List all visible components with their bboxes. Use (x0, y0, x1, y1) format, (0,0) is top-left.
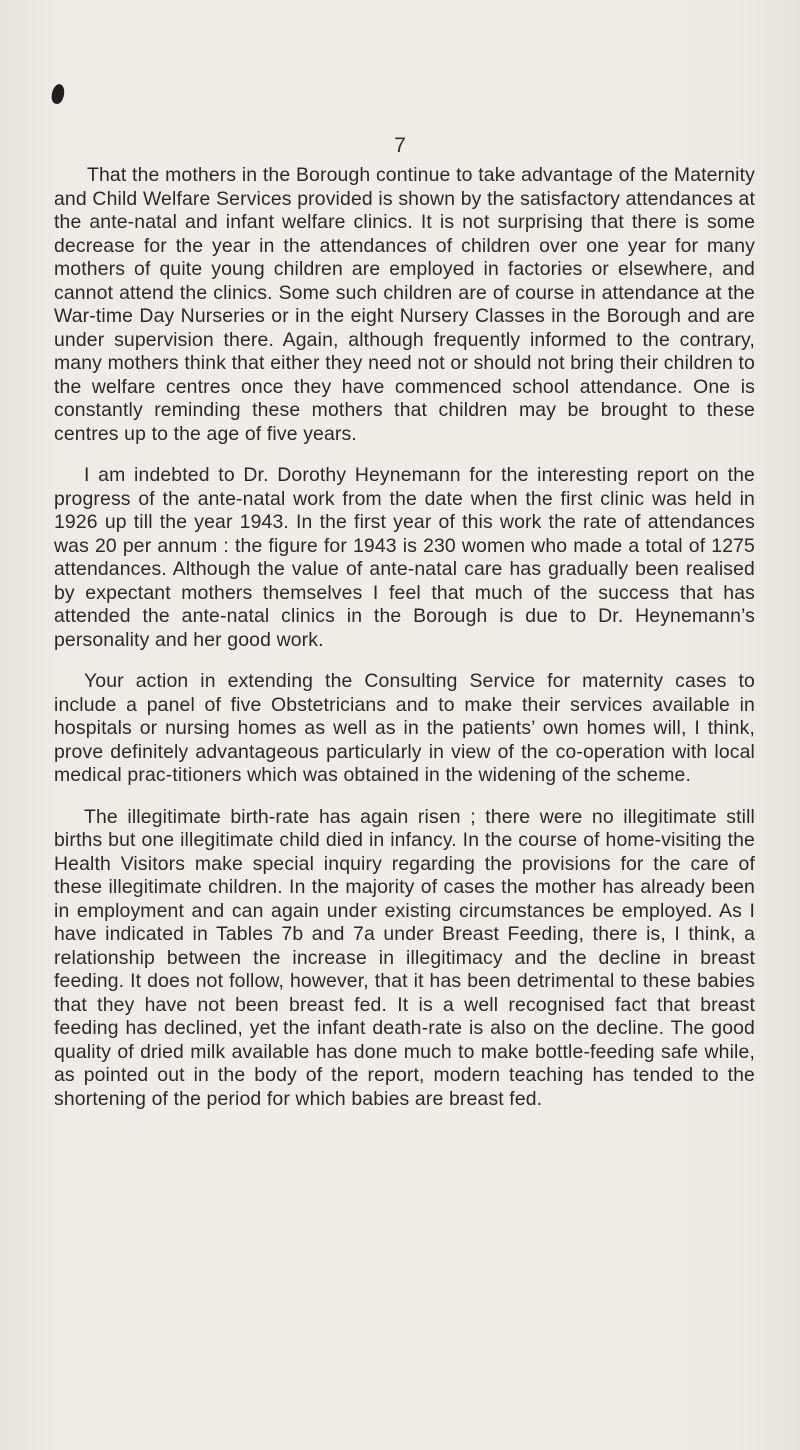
paragraph-consulting-service: Your action in extending the Consulting Service for maternity cases to include a panel of five Obstetricians and to make their services available in hospitals or nursing homes as well as in the patients’ own homes will, I think, prove definitely advantageous particularly in view of the co-operation with local medical prac-titioners which was obtained in the widening of the scheme. (54, 670, 755, 786)
paragraph-illegitimate-birth-rate: The illegitimate birth-rate has again risen ; there were no illegitimate still births but one illegitimate child died in infancy. In the course of home-visiting the Health Visitors make special inquiry regarding the provisions for the care of these illegitimate children. In the majority of cases the mother has already been in employment and can again under existing circumstances be employed. As I have indicated in Tables 7b and 7a under Breast Feeding, there is, I think, a relationship between the increase in illegitimacy and the decline in breast feeding. It does not follow, however, that it has been detrimental to these babies that they have not been breast fed. It is a well recognised fact that breast feeding has declined, yet the infant death-rate is also on the decline. The good quality of dried milk available has done much to make bottle-feeding safe while, as pointed out in the body of the report, modern teaching has tended to the shortening of the period for which babies are breast fed. (54, 805, 755, 1110)
paragraph-welfare-services: That the mothers in the Borough continue to take advantage of the Maternity and Child Welfare Services provided is shown by the satisfactory attendances at the ante-natal and infant welfare clinics. It is not surprising that there is some decrease for the year in the attendances of children over one year for many mothers of quite young children are employed in factories or elsewhere, and cannot attend the clinics. Some such children are of course in attendance at the War-time Day Nurseries or in the eight Nursery Classes in the Borough and are under supervision there. Again, although frequently informed to the contrary, many mothers think that either they need not or should not bring their children to the welfare centres once they have commenced school attendance. One is constantly reminding these mothers that children may be brought to these centres up to the age of five years. (54, 164, 755, 445)
ink-blot-mark (50, 83, 66, 105)
page-number: 7 (394, 134, 406, 157)
body-text (54, 164, 755, 1129)
paragraph-ante-natal-report: I am indebted to Dr. Dorothy Heynemann for the interesting report on the progress of the ante-natal work from the date when the first clinic was held in 1926 up till the year 1943. In the first year of this work the rate of attendances was 20 per annum : the figure for 1943 is 230 women who made a total of 1275 attendances. Although the value of ante-natal care has gradually been realised by expectant mothers themselves I feel that much of the success that has attended the ante-natal clinics in the Borough is due to Dr. Heynemann’s personality and her good work. (54, 464, 755, 651)
